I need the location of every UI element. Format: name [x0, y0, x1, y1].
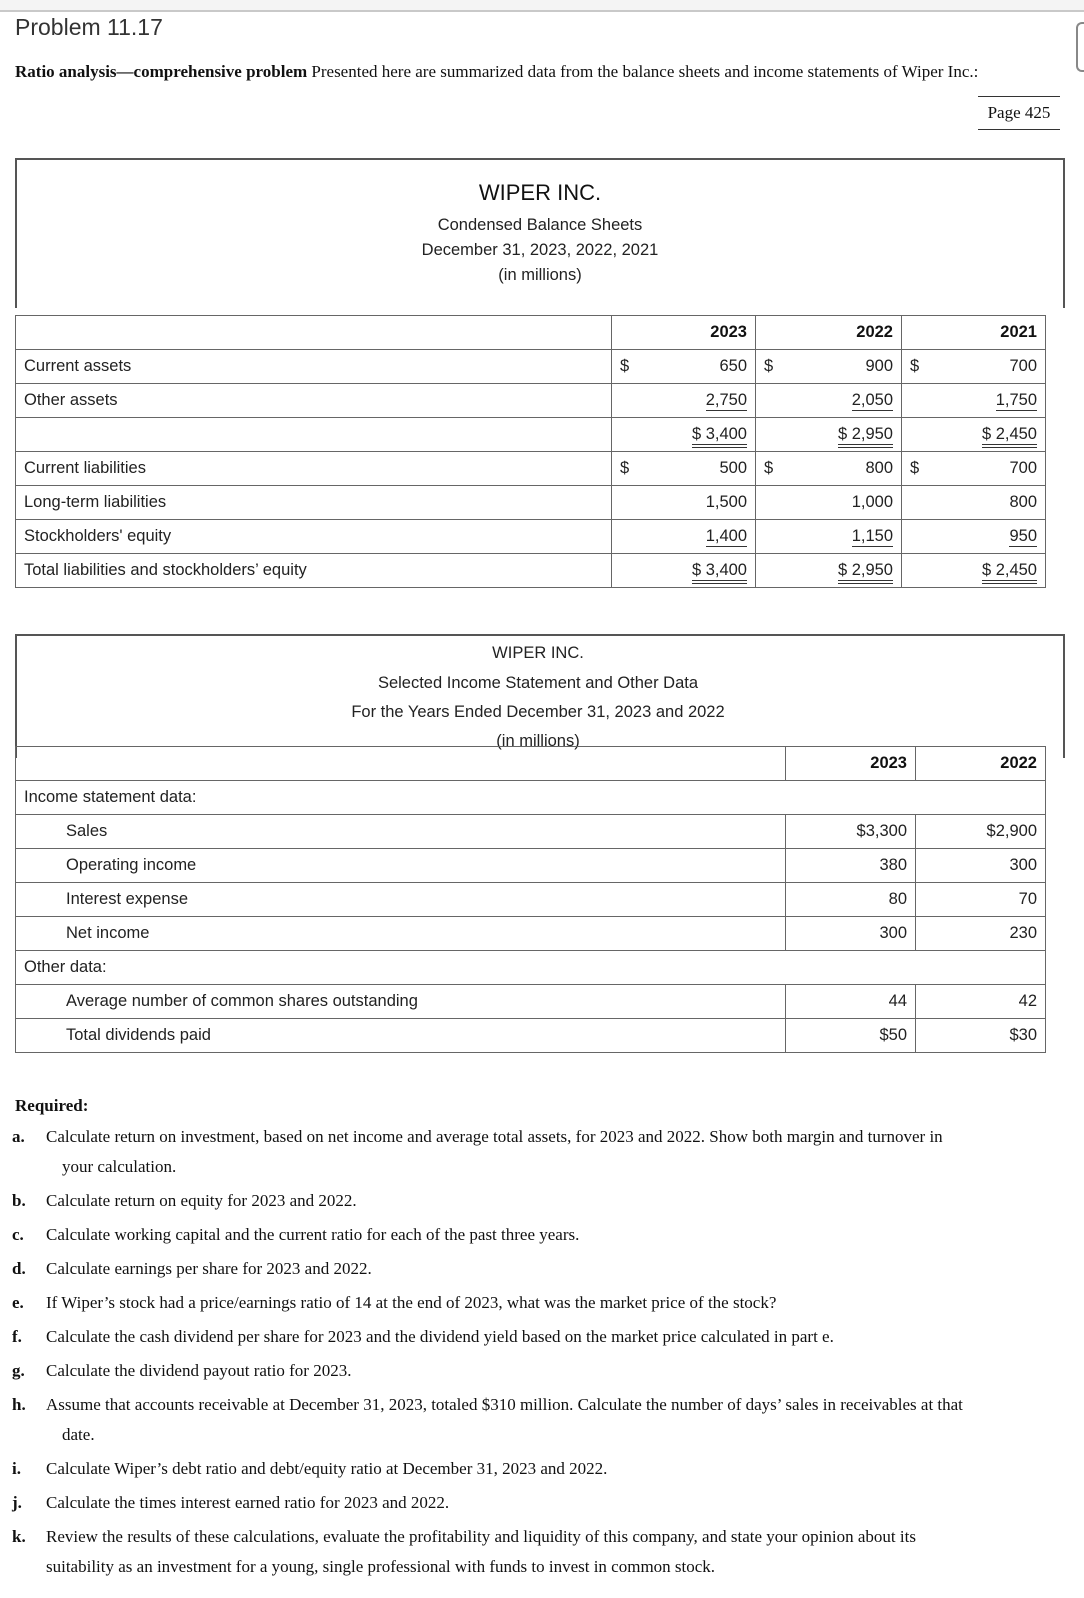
table-row	[16, 350, 1046, 384]
intro-text: Presented here are summarized data from the balance sheets and income statements of Wiper Inc.:	[307, 62, 979, 81]
table-row	[16, 849, 1046, 883]
row-label: Total liabilities and stockholders’ equity	[16, 554, 612, 588]
balance-sheet-units: (in millions)	[498, 266, 582, 284]
requirement-text: Calculate the dividend payout ratio for 2023.	[46, 1361, 352, 1380]
table-row	[16, 486, 1046, 520]
total-amount: $ 2,450	[982, 425, 1037, 448]
currency-sign: $	[910, 357, 920, 375]
amount: 900	[865, 357, 893, 375]
requirement-letter: e.	[12, 1293, 24, 1312]
requirement-text: Calculate return on investment, based on net income and average total assets, for 2023 and 2022. Show both margin and turnover in	[46, 1127, 943, 1146]
amount: $2,900	[916, 815, 1046, 849]
table-row	[16, 520, 1046, 554]
balance-sheet-header	[15, 158, 1065, 308]
amount: $30	[916, 1019, 1046, 1053]
requirement-letter: k.	[12, 1527, 26, 1546]
total-amount: $ 2,950	[838, 425, 893, 448]
amount: 80	[786, 883, 916, 917]
balance-sheet-title: Condensed Balance Sheets	[437, 216, 643, 234]
requirement-text-cont: date.	[62, 1425, 95, 1444]
balance-sheet-table	[15, 315, 1046, 588]
row-label	[16, 418, 612, 452]
amount: 500	[719, 459, 747, 477]
currency-sign: $	[620, 459, 630, 477]
income-statement-company: WIPER INC.	[492, 644, 584, 662]
section-row	[16, 951, 1046, 985]
amount: 300	[916, 849, 1046, 883]
row-label: Stockholders' equity	[16, 520, 612, 554]
total-amount: $ 3,400	[692, 425, 747, 448]
requirement-text: Calculate Wiper’s debt ratio and debt/equity ratio at December 31, 2023 and 2022.	[46, 1459, 608, 1478]
requirement-letter: h.	[12, 1395, 26, 1414]
intro-paragraph	[15, 62, 978, 82]
year-header: 2022	[756, 316, 902, 350]
row-label: Long-term liabilities	[16, 486, 612, 520]
amount: 2,750	[705, 391, 747, 409]
row-label: Sales	[16, 815, 786, 849]
amount: 2,050	[851, 391, 893, 409]
problem-title: Problem 11.17	[15, 14, 163, 40]
requirement-letter: i.	[12, 1459, 21, 1478]
amount: 1,750	[995, 391, 1037, 409]
income-statement-period: For the Years Ended December 31, 2023 and 2022	[351, 703, 725, 721]
amount: $50	[786, 1019, 916, 1053]
intro-bold-heading: Ratio analysis—comprehensive problem	[15, 62, 308, 81]
row-label: Interest expense	[16, 883, 786, 917]
amount: 1,150	[851, 527, 893, 545]
requirement-text: Calculate working capital and the current ratio for each of the past three years.	[46, 1225, 580, 1244]
income-statement-table	[15, 746, 1046, 1053]
amount: 950	[1009, 527, 1037, 545]
row-label: Current liabilities	[16, 452, 612, 486]
requirement-letter: c.	[12, 1225, 24, 1244]
balance-sheet-dates: December 31, 2023, 2022, 2021	[421, 241, 659, 259]
section-row	[16, 781, 1046, 815]
amount: 800	[865, 459, 893, 477]
amount: 1,000	[756, 486, 902, 520]
table-row	[16, 452, 1046, 486]
amount: $3,300	[786, 815, 916, 849]
table-row	[16, 1019, 1046, 1053]
requirement-letter: g.	[12, 1361, 25, 1380]
year-header: 2023	[786, 747, 916, 781]
table-row	[16, 554, 1046, 588]
row-label: Operating income	[16, 849, 786, 883]
amount: 44	[786, 985, 916, 1019]
requirement-text: Assume that accounts receivable at December 31, 2023, totaled $310 million. Calculate the number of days’ sales in receivables at that	[46, 1395, 963, 1414]
year-header: 2023	[612, 316, 756, 350]
amount: 650	[719, 357, 747, 375]
table-header-row	[16, 316, 1046, 350]
table-row	[16, 418, 1046, 452]
table-row	[16, 917, 1046, 951]
amount: 1,400	[705, 527, 747, 545]
currency-sign: $	[764, 459, 774, 477]
requirement-text: If Wiper’s stock had a price/earnings ratio of 14 at the end of 2023, what was the market price of the stock?	[46, 1293, 777, 1312]
requirement-text: Calculate return on equity for 2023 and 2022.	[46, 1191, 357, 1210]
year-header: 2022	[916, 747, 1046, 781]
amount: 380	[786, 849, 916, 883]
amount: 1,500	[612, 486, 756, 520]
requirement-text: Review the results of these calculations, evaluate the profitability and liquidity of this company, and state your opinion about its	[46, 1527, 916, 1546]
top-toolbar-edge	[0, 0, 1084, 12]
income-statement-title: Selected Income Statement and Other Data	[377, 674, 699, 692]
currency-sign: $	[620, 357, 630, 375]
year-header: 2021	[902, 316, 1046, 350]
amount: 70	[916, 883, 1046, 917]
amount: 700	[1009, 357, 1037, 375]
currency-sign: $	[910, 459, 920, 477]
amount: 800	[902, 486, 1046, 520]
amount: 300	[786, 917, 916, 951]
table-row	[16, 985, 1046, 1019]
table-header-row	[16, 747, 1046, 781]
income-statement-header	[15, 634, 1065, 758]
table-row	[16, 384, 1046, 418]
requirement-letter: j.	[12, 1493, 22, 1512]
table-row	[16, 815, 1046, 849]
page-reference: Page 425	[978, 96, 1060, 130]
row-label: Other assets	[16, 384, 612, 418]
requirement-text-cont: your calculation.	[62, 1157, 177, 1176]
section-label: Other data:	[16, 951, 1046, 985]
row-label: Current assets	[16, 350, 612, 384]
amount: 700	[1009, 459, 1037, 477]
row-label: Total dividends paid	[16, 1019, 786, 1053]
currency-sign: $	[764, 357, 774, 375]
row-label: Net income	[16, 917, 786, 951]
amount: 230	[916, 917, 1046, 951]
scroll-handle[interactable]	[1076, 22, 1084, 72]
requirement-text-cont: suitability as an investment for a young, single professional with funds to invest in common stock.	[46, 1557, 716, 1576]
requirement-letter: d.	[12, 1259, 26, 1278]
requirement-letter: f.	[12, 1327, 22, 1346]
table-cell	[16, 316, 612, 350]
total-amount: $ 3,400	[692, 561, 747, 584]
requirement-letter: a.	[12, 1127, 25, 1146]
section-label: Income statement data:	[16, 781, 1046, 815]
income-statement-units: (in millions)	[496, 732, 580, 750]
row-label: Average number of common shares outstanding	[16, 985, 786, 1019]
requirement-text: Calculate the times interest earned ratio for 2023 and 2022.	[46, 1493, 450, 1512]
table-cell	[16, 747, 786, 781]
requirement-text: Calculate earnings per share for 2023 and 2022.	[46, 1259, 372, 1278]
table-row	[16, 883, 1046, 917]
amount: 42	[916, 985, 1046, 1019]
required-heading: Required:	[15, 1096, 89, 1115]
total-amount: $ 2,950	[838, 561, 893, 584]
requirement-text: Calculate the cash dividend per share for 2023 and the dividend yield based on the market price calculated in part e.	[46, 1327, 834, 1346]
total-amount: $ 2,450	[982, 561, 1037, 584]
requirement-letter: b.	[12, 1191, 26, 1210]
balance-sheet-company: WIPER INC.	[478, 180, 602, 205]
